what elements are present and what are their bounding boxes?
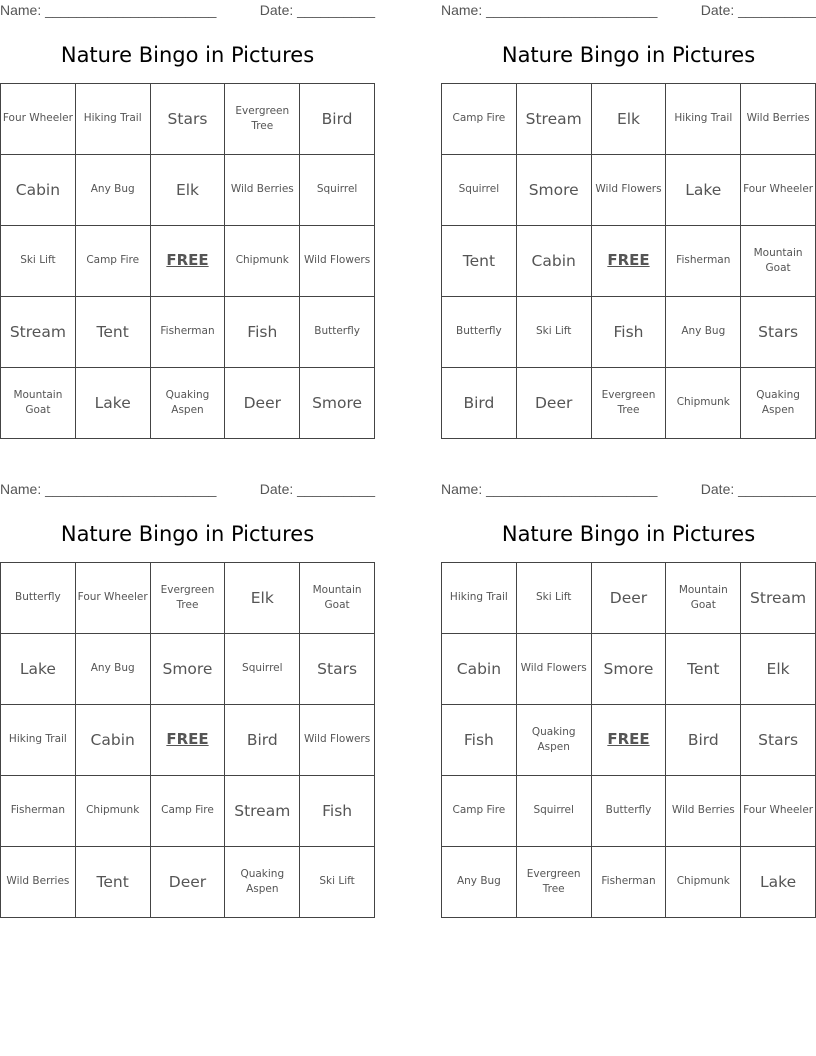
bingo-cell[interactable]: Ski Lift — [516, 297, 591, 368]
date-field[interactable]: Date: __________ — [700, 481, 816, 497]
bingo-cell[interactable]: Mountain Goat — [666, 563, 741, 634]
card-title: Nature Bingo in Pictures — [60, 43, 315, 67]
bingo-row — [442, 634, 816, 705]
bingo-cell[interactable]: Fisherman — [666, 226, 741, 297]
bingo-row — [442, 563, 816, 634]
bingo-cell[interactable]: Ski Lift — [300, 847, 375, 918]
bingo-cell[interactable]: Smore — [591, 634, 666, 705]
bingo-grid — [0, 83, 375, 439]
bingo-cell[interactable]: Any Bug — [666, 297, 741, 368]
bingo-cell[interactable]: Hiking Trail — [1, 705, 76, 776]
bingo-cell[interactable]: Lake — [75, 368, 150, 439]
bingo-cell[interactable]: Tent — [666, 634, 741, 705]
bingo-cell[interactable]: Butterfly — [591, 776, 666, 847]
name-field[interactable]: Name: ______________________ — [0, 481, 217, 497]
bingo-cell[interactable]: Quaking Aspen — [516, 705, 591, 776]
bingo-cell[interactable]: Lake — [1, 634, 76, 705]
bingo-cell[interactable]: Bird — [225, 705, 300, 776]
bingo-cell[interactable]: Fish — [591, 297, 666, 368]
bingo-cell[interactable]: Lake — [741, 847, 816, 918]
bingo-grid — [0, 562, 375, 918]
bingo-cell[interactable]: Mountain Goat — [741, 226, 816, 297]
bingo-cell[interactable]: Cabin — [75, 705, 150, 776]
bingo-cell[interactable]: Cabin — [442, 634, 517, 705]
bingo-row — [1, 705, 375, 776]
name-date-bar — [441, 479, 816, 499]
bingo-cell[interactable]: Fisherman — [1, 776, 76, 847]
bingo-cell[interactable]: Stars — [741, 705, 816, 776]
bingo-cell[interactable]: Chipmunk — [666, 847, 741, 918]
bingo-cell[interactable]: Squirrel — [225, 634, 300, 705]
date-field[interactable]: Date: __________ — [259, 481, 375, 497]
bingo-cell[interactable]: Squirrel — [516, 776, 591, 847]
bingo-cell[interactable]: Evergreen Tree — [516, 847, 591, 918]
bingo-cell[interactable]: Smore — [516, 155, 591, 226]
bingo-cell[interactable]: Stars — [741, 297, 816, 368]
name-field[interactable]: Name: ______________________ — [0, 2, 217, 18]
bingo-cell[interactable]: Squirrel — [300, 155, 375, 226]
bingo-cell[interactable]: Elk — [591, 84, 666, 155]
bingo-cell[interactable]: Hiking Trail — [442, 563, 517, 634]
bingo-cell[interactable]: Camp Fire — [442, 84, 517, 155]
bingo-cell[interactable]: Camp Fire — [150, 776, 225, 847]
bingo-row — [442, 705, 816, 776]
bingo-cell[interactable]: Any Bug — [75, 155, 150, 226]
bingo-row — [442, 297, 816, 368]
bingo-cell[interactable]: Bird — [442, 368, 517, 439]
bingo-cell[interactable]: Evergreen Tree — [150, 563, 225, 634]
bingo-cell[interactable]: Wild Berries — [225, 155, 300, 226]
bingo-cell[interactable]: Mountain Goat — [300, 563, 375, 634]
bingo-row — [442, 368, 816, 439]
bingo-cell[interactable]: Elk — [741, 634, 816, 705]
bingo-cell[interactable]: Deer — [516, 368, 591, 439]
bingo-cell[interactable]: Four Wheeler — [741, 155, 816, 226]
bingo-cell[interactable]: Butterfly — [1, 563, 76, 634]
bingo-row — [1, 776, 375, 847]
bingo-row — [442, 226, 816, 297]
bingo-row — [442, 847, 816, 918]
bingo-cell[interactable]: Cabin — [1, 155, 76, 226]
bingo-cell[interactable]: Wild Flowers — [300, 705, 375, 776]
bingo-cell[interactable]: Evergreen Tree — [591, 368, 666, 439]
free-space[interactable]: FREE — [150, 705, 225, 776]
bingo-cell[interactable]: Four Wheeler — [75, 563, 150, 634]
bingo-cell[interactable]: Squirrel — [442, 155, 517, 226]
bingo-cell[interactable]: Fish — [442, 705, 517, 776]
bingo-cell[interactable]: Deer — [591, 563, 666, 634]
bingo-cell[interactable]: Four Wheeler — [1, 84, 76, 155]
bingo-cell[interactable]: Wild Flowers — [516, 634, 591, 705]
bingo-cell[interactable]: Bird — [300, 84, 375, 155]
bingo-cell[interactable]: Elk — [150, 155, 225, 226]
bingo-row — [1, 634, 375, 705]
bingo-cell[interactable]: Hiking Trail — [75, 84, 150, 155]
bingo-row — [1, 297, 375, 368]
bingo-cell[interactable]: Wild Berries — [666, 776, 741, 847]
bingo-cell[interactable]: Ski Lift — [1, 226, 76, 297]
bingo-cell[interactable]: Fisherman — [591, 847, 666, 918]
bingo-cell[interactable]: Butterfly — [300, 297, 375, 368]
bingo-cell[interactable]: Deer — [150, 847, 225, 918]
bingo-row — [1, 84, 375, 155]
bingo-cell[interactable]: Four Wheeler — [741, 776, 816, 847]
free-space[interactable]: FREE — [150, 226, 225, 297]
bingo-cell[interactable]: Tent — [75, 297, 150, 368]
bingo-cell[interactable]: Butterfly — [442, 297, 517, 368]
bingo-cell[interactable]: Chipmunk — [75, 776, 150, 847]
bingo-row — [1, 847, 375, 918]
name-field[interactable]: Name: ______________________ — [441, 481, 658, 497]
name-field[interactable]: Name: ______________________ — [441, 2, 658, 18]
bingo-cell[interactable]: Fish — [300, 776, 375, 847]
bingo-cell[interactable]: Stream — [1, 297, 76, 368]
bingo-cell[interactable]: Any Bug — [442, 847, 517, 918]
bingo-cell[interactable]: Evergreen Tree — [225, 84, 300, 155]
bingo-cell[interactable]: Deer — [225, 368, 300, 439]
bingo-grid — [441, 83, 816, 439]
bingo-row — [1, 368, 375, 439]
free-space[interactable]: FREE — [591, 705, 666, 776]
bingo-cell[interactable]: Chipmunk — [666, 368, 741, 439]
bingo-cell[interactable]: Smore — [300, 368, 375, 439]
bingo-row — [1, 155, 375, 226]
bingo-cell[interactable]: Hiking Trail — [666, 84, 741, 155]
bingo-cell[interactable]: Wild Flowers — [300, 226, 375, 297]
bingo-cell[interactable]: Stars — [300, 634, 375, 705]
bingo-cell[interactable]: Chipmunk — [225, 226, 300, 297]
bingo-cell[interactable]: Camp Fire — [442, 776, 517, 847]
card-title: Nature Bingo in Pictures — [60, 522, 315, 546]
date-field[interactable]: Date: __________ — [700, 2, 816, 18]
bingo-cell[interactable]: Fisherman — [150, 297, 225, 368]
name-date-bar — [441, 0, 816, 20]
bingo-cell[interactable]: Stream — [516, 84, 591, 155]
card-title: Nature Bingo in Pictures — [501, 43, 756, 67]
bingo-cell[interactable]: Tent — [442, 226, 517, 297]
name-date-bar — [0, 0, 375, 20]
free-space[interactable]: FREE — [591, 226, 666, 297]
bingo-cell[interactable]: Quaking Aspen — [741, 368, 816, 439]
bingo-cell[interactable]: Smore — [150, 634, 225, 705]
bingo-row — [442, 155, 816, 226]
bingo-cell[interactable]: Cabin — [516, 226, 591, 297]
bingo-cell[interactable]: Ski Lift — [516, 563, 591, 634]
bingo-cell[interactable]: Wild Flowers — [591, 155, 666, 226]
bingo-row — [442, 84, 816, 155]
bingo-cell[interactable]: Wild Berries — [741, 84, 816, 155]
bingo-cell[interactable]: Stars — [150, 84, 225, 155]
bingo-cell[interactable]: Any Bug — [75, 634, 150, 705]
bingo-cell[interactable]: Wild Berries — [1, 847, 76, 918]
bingo-cell[interactable]: Quaking Aspen — [150, 368, 225, 439]
bingo-cell[interactable]: Mountain Goat — [1, 368, 76, 439]
bingo-row — [442, 776, 816, 847]
bingo-row — [1, 563, 375, 634]
bingo-cell[interactable]: Camp Fire — [75, 226, 150, 297]
bingo-grid — [441, 562, 816, 918]
bingo-cell[interactable]: Elk — [225, 563, 300, 634]
bingo-cell[interactable]: Stream — [225, 776, 300, 847]
card-title: Nature Bingo in Pictures — [501, 522, 756, 546]
bingo-cell[interactable]: Bird — [666, 705, 741, 776]
bingo-row — [1, 226, 375, 297]
name-date-bar — [0, 479, 375, 499]
bingo-cell[interactable]: Stream — [741, 563, 816, 634]
bingo-cell[interactable]: Fish — [225, 297, 300, 368]
bingo-cell[interactable]: Tent — [75, 847, 150, 918]
date-field[interactable]: Date: __________ — [259, 2, 375, 18]
bingo-cell[interactable]: Lake — [666, 155, 741, 226]
bingo-cell[interactable]: Quaking Aspen — [225, 847, 300, 918]
